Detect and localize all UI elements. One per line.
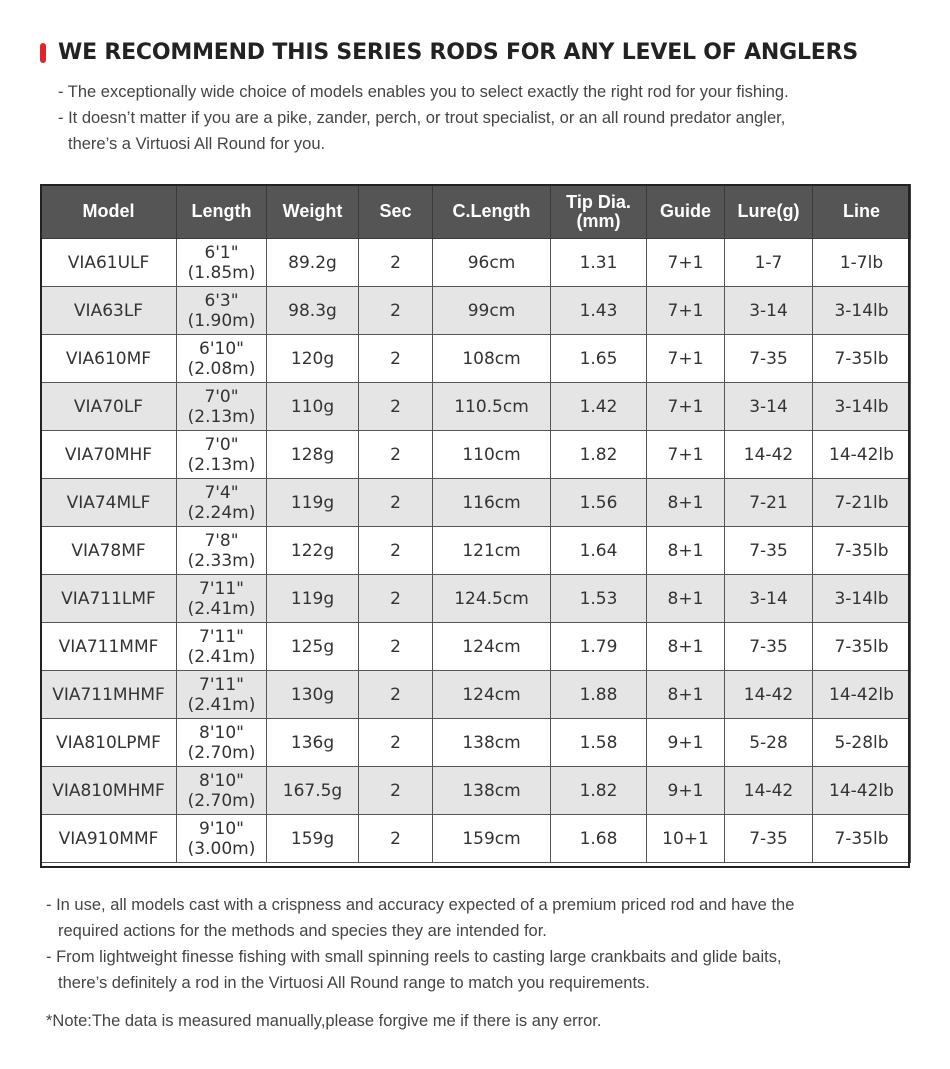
cell-clength: 116cm (433, 479, 551, 527)
cell-line: 14-42lb (813, 767, 911, 815)
cell-weight: 119g (267, 575, 359, 623)
cell-guide: 7+1 (647, 239, 725, 287)
header-line: Line (813, 185, 911, 239)
cell-weight: 128g (267, 431, 359, 479)
cell-guide: 7+1 (647, 287, 725, 335)
cell-sec: 2 (359, 335, 433, 383)
cell-clength: 121cm (433, 527, 551, 575)
cell-length (177, 767, 267, 815)
cell-weight: 159g (267, 815, 359, 863)
cell-length (177, 527, 267, 575)
table-header-row (41, 185, 911, 239)
cell-guide: 8+1 (647, 527, 725, 575)
cell-model: VIA910MMF (41, 815, 177, 863)
cell-clength: 159cm (433, 815, 551, 863)
cell-tip: 1.43 (551, 287, 647, 335)
cell-sec: 2 (359, 815, 433, 863)
header-tip-dia-line2: (mm) (576, 210, 621, 231)
cell-tip: 1.79 (551, 623, 647, 671)
table-row (41, 527, 911, 575)
cell-length (177, 287, 267, 335)
cell-weight: 130g (267, 671, 359, 719)
cell-guide: 9+1 (647, 767, 725, 815)
cell-lure: 7-35 (725, 815, 813, 863)
cell-tip: 1.31 (551, 239, 647, 287)
cell-lure: 5-28 (725, 719, 813, 767)
cell-model: VIA711LMF (41, 575, 177, 623)
cell-clength: 96cm (433, 239, 551, 287)
cell-length-meters: (2.70m) (187, 742, 256, 763)
cell-length (177, 671, 267, 719)
header-clength: C.Length (433, 185, 551, 239)
cell-tip: 1.88 (551, 671, 647, 719)
cell-length-meters: (2.41m) (187, 646, 256, 667)
cell-guide: 8+1 (647, 479, 725, 527)
header-guide: Guide (647, 185, 725, 239)
intro-line-1: - The exceptionally wide choice of models enables you to select exactly the right rod for your fishing. (58, 83, 789, 101)
rod-specs-table (40, 184, 911, 863)
cell-line: 1-7lb (813, 239, 911, 287)
table-row (41, 431, 911, 479)
cell-length-meters: (2.13m) (187, 406, 256, 427)
cell-guide: 8+1 (647, 623, 725, 671)
cell-line: 7-35lb (813, 623, 911, 671)
cell-clength: 124cm (433, 623, 551, 671)
cell-line: 5-28lb (813, 719, 911, 767)
cell-sec: 2 (359, 767, 433, 815)
table-row (41, 815, 911, 863)
cell-clength: 110cm (433, 431, 551, 479)
cell-sec: 2 (359, 575, 433, 623)
cell-length (177, 383, 267, 431)
cell-guide: 7+1 (647, 335, 725, 383)
cell-line: 7-35lb (813, 335, 911, 383)
outro-line-2: required actions for the methods and species they are intended for. (58, 922, 547, 940)
table-row (41, 287, 911, 335)
cell-sec: 2 (359, 431, 433, 479)
cell-length-meters: (2.70m) (187, 790, 256, 811)
cell-sec: 2 (359, 239, 433, 287)
cell-length-feet: 7'11" (199, 578, 244, 599)
cell-length-meters: (2.24m) (187, 502, 256, 523)
cell-length-feet: 8'10" (199, 722, 244, 743)
cell-length-feet: 7'8" (204, 530, 239, 551)
cell-line: 14-42lb (813, 431, 911, 479)
table-row (41, 335, 911, 383)
cell-length-meters: (2.33m) (187, 550, 256, 571)
outro-line-4: there’s definitely a rod in the Virtuosi All Round range to match you requirements. (58, 974, 650, 992)
cell-model: VIA61ULF (41, 239, 177, 287)
cell-sec: 2 (359, 623, 433, 671)
cell-model: VIA74MLF (41, 479, 177, 527)
disclaimer-note: *Note:The data is measured manually,please forgive me if there is any error. (46, 1012, 602, 1030)
cell-weight: 119g (267, 479, 359, 527)
cell-line: 14-42lb (813, 671, 911, 719)
cell-length-feet: 7'0" (204, 386, 239, 407)
cell-length-feet: 7'0" (204, 434, 239, 455)
cell-lure: 7-21 (725, 479, 813, 527)
cell-length-feet: 6'1" (204, 242, 239, 263)
cell-length-meters: (3.00m) (187, 838, 256, 859)
cell-lure: 7-35 (725, 527, 813, 575)
cell-guide: 9+1 (647, 719, 725, 767)
cell-model: VIA810MHMF (41, 767, 177, 815)
header-tip-dia-line1: Tip Dia. (566, 191, 631, 212)
cell-guide: 8+1 (647, 575, 725, 623)
cell-line: 7-35lb (813, 527, 911, 575)
cell-length-meters: (2.41m) (187, 598, 256, 619)
cell-clength: 110.5cm (433, 383, 551, 431)
table-row (41, 383, 911, 431)
header-weight: Weight (267, 185, 359, 239)
cell-lure: 7-35 (725, 623, 813, 671)
cell-length-meters: (1.85m) (187, 262, 256, 283)
cell-length (177, 815, 267, 863)
intro-line-2: - It doesn’t matter if you are a pike, zander, perch, or trout specialist, or an all round predator angler, (58, 109, 786, 127)
cell-sec: 2 (359, 527, 433, 575)
cell-clength: 138cm (433, 719, 551, 767)
cell-guide: 7+1 (647, 431, 725, 479)
outro-line-1: - In use, all models cast with a crispness and accuracy expected of a premium priced rod and have the (46, 896, 795, 914)
cell-lure: 7-35 (725, 335, 813, 383)
cell-tip: 1.42 (551, 383, 647, 431)
table-row (41, 623, 911, 671)
cell-lure: 14-42 (725, 671, 813, 719)
cell-length-feet: 6'3" (204, 290, 239, 311)
heading-accent-bar (40, 43, 46, 63)
cell-clength: 99cm (433, 287, 551, 335)
cell-lure: 3-14 (725, 287, 813, 335)
cell-length-meters: (2.41m) (187, 694, 256, 715)
cell-lure: 1-7 (725, 239, 813, 287)
cell-sec: 2 (359, 287, 433, 335)
header-model: Model (41, 185, 177, 239)
cell-weight: 122g (267, 527, 359, 575)
table-row (41, 239, 911, 287)
cell-line: 3-14lb (813, 287, 911, 335)
intro-text (58, 79, 789, 157)
cell-weight: 167.5g (267, 767, 359, 815)
cell-model: VIA610MF (41, 335, 177, 383)
cell-sec: 2 (359, 383, 433, 431)
header-sec: Sec (359, 185, 433, 239)
cell-length-feet: 9'10" (199, 818, 244, 839)
cell-lure: 3-14 (725, 575, 813, 623)
cell-weight: 136g (267, 719, 359, 767)
header-lure: Lure(g) (725, 185, 813, 239)
cell-length-feet: 7'4" (204, 482, 239, 503)
cell-line: 7-21lb (813, 479, 911, 527)
cell-length (177, 479, 267, 527)
cell-clength: 138cm (433, 767, 551, 815)
cell-length (177, 239, 267, 287)
cell-line: 3-14lb (813, 575, 911, 623)
table-row (41, 671, 911, 719)
cell-tip: 1.82 (551, 431, 647, 479)
cell-model: VIA78MF (41, 527, 177, 575)
cell-tip: 1.68 (551, 815, 647, 863)
cell-model: VIA711MHMF (41, 671, 177, 719)
cell-tip: 1.65 (551, 335, 647, 383)
table-row (41, 575, 911, 623)
cell-lure: 14-42 (725, 431, 813, 479)
cell-length (177, 335, 267, 383)
cell-length (177, 575, 267, 623)
cell-weight: 120g (267, 335, 359, 383)
cell-model: VIA70LF (41, 383, 177, 431)
cell-clength: 108cm (433, 335, 551, 383)
table-row (41, 767, 911, 815)
cell-length-feet: 6'10" (199, 338, 244, 359)
cell-lure: 14-42 (725, 767, 813, 815)
outro-line-3: - From lightweight finesse fishing with small spinning reels to casting large crankbaits and glide baits, (46, 948, 782, 966)
cell-tip: 1.64 (551, 527, 647, 575)
cell-guide: 8+1 (647, 671, 725, 719)
cell-clength: 124cm (433, 671, 551, 719)
page-heading (40, 40, 858, 65)
cell-clength: 124.5cm (433, 575, 551, 623)
heading-title: WE RECOMMEND THIS SERIES RODS FOR ANY LEVEL OF ANGLERS (58, 40, 859, 65)
cell-line: 3-14lb (813, 383, 911, 431)
cell-sec: 2 (359, 719, 433, 767)
cell-length-meters: (1.90m) (187, 310, 256, 331)
cell-length-meters: (2.13m) (187, 454, 256, 475)
table-row (41, 479, 911, 527)
cell-tip: 1.56 (551, 479, 647, 527)
cell-guide: 10+1 (647, 815, 725, 863)
cell-lure: 3-14 (725, 383, 813, 431)
cell-length (177, 623, 267, 671)
cell-length-feet: 7'11" (199, 626, 244, 647)
table-row (41, 719, 911, 767)
cell-model: VIA711MMF (41, 623, 177, 671)
cell-sec: 2 (359, 479, 433, 527)
header-tip-dia (551, 185, 647, 239)
cell-model: VIA810LPMF (41, 719, 177, 767)
cell-guide: 7+1 (647, 383, 725, 431)
intro-line-3: there’s a Virtuosi All Round for you. (68, 135, 326, 153)
cell-sec: 2 (359, 671, 433, 719)
cell-tip: 1.82 (551, 767, 647, 815)
cell-weight: 110g (267, 383, 359, 431)
cell-weight: 89.2g (267, 239, 359, 287)
cell-length-feet: 8'10" (199, 770, 244, 791)
header-length: Length (177, 185, 267, 239)
cell-length-feet: 7'11" (199, 674, 244, 695)
cell-weight: 98.3g (267, 287, 359, 335)
cell-model: VIA70MHF (41, 431, 177, 479)
cell-model: VIA63LF (41, 287, 177, 335)
cell-length (177, 431, 267, 479)
cell-tip: 1.58 (551, 719, 647, 767)
cell-length (177, 719, 267, 767)
outro-text (46, 892, 794, 996)
cell-length-meters: (2.08m) (187, 358, 256, 379)
cell-weight: 125g (267, 623, 359, 671)
table-body (41, 239, 911, 863)
cell-tip: 1.53 (551, 575, 647, 623)
cell-line: 7-35lb (813, 815, 911, 863)
